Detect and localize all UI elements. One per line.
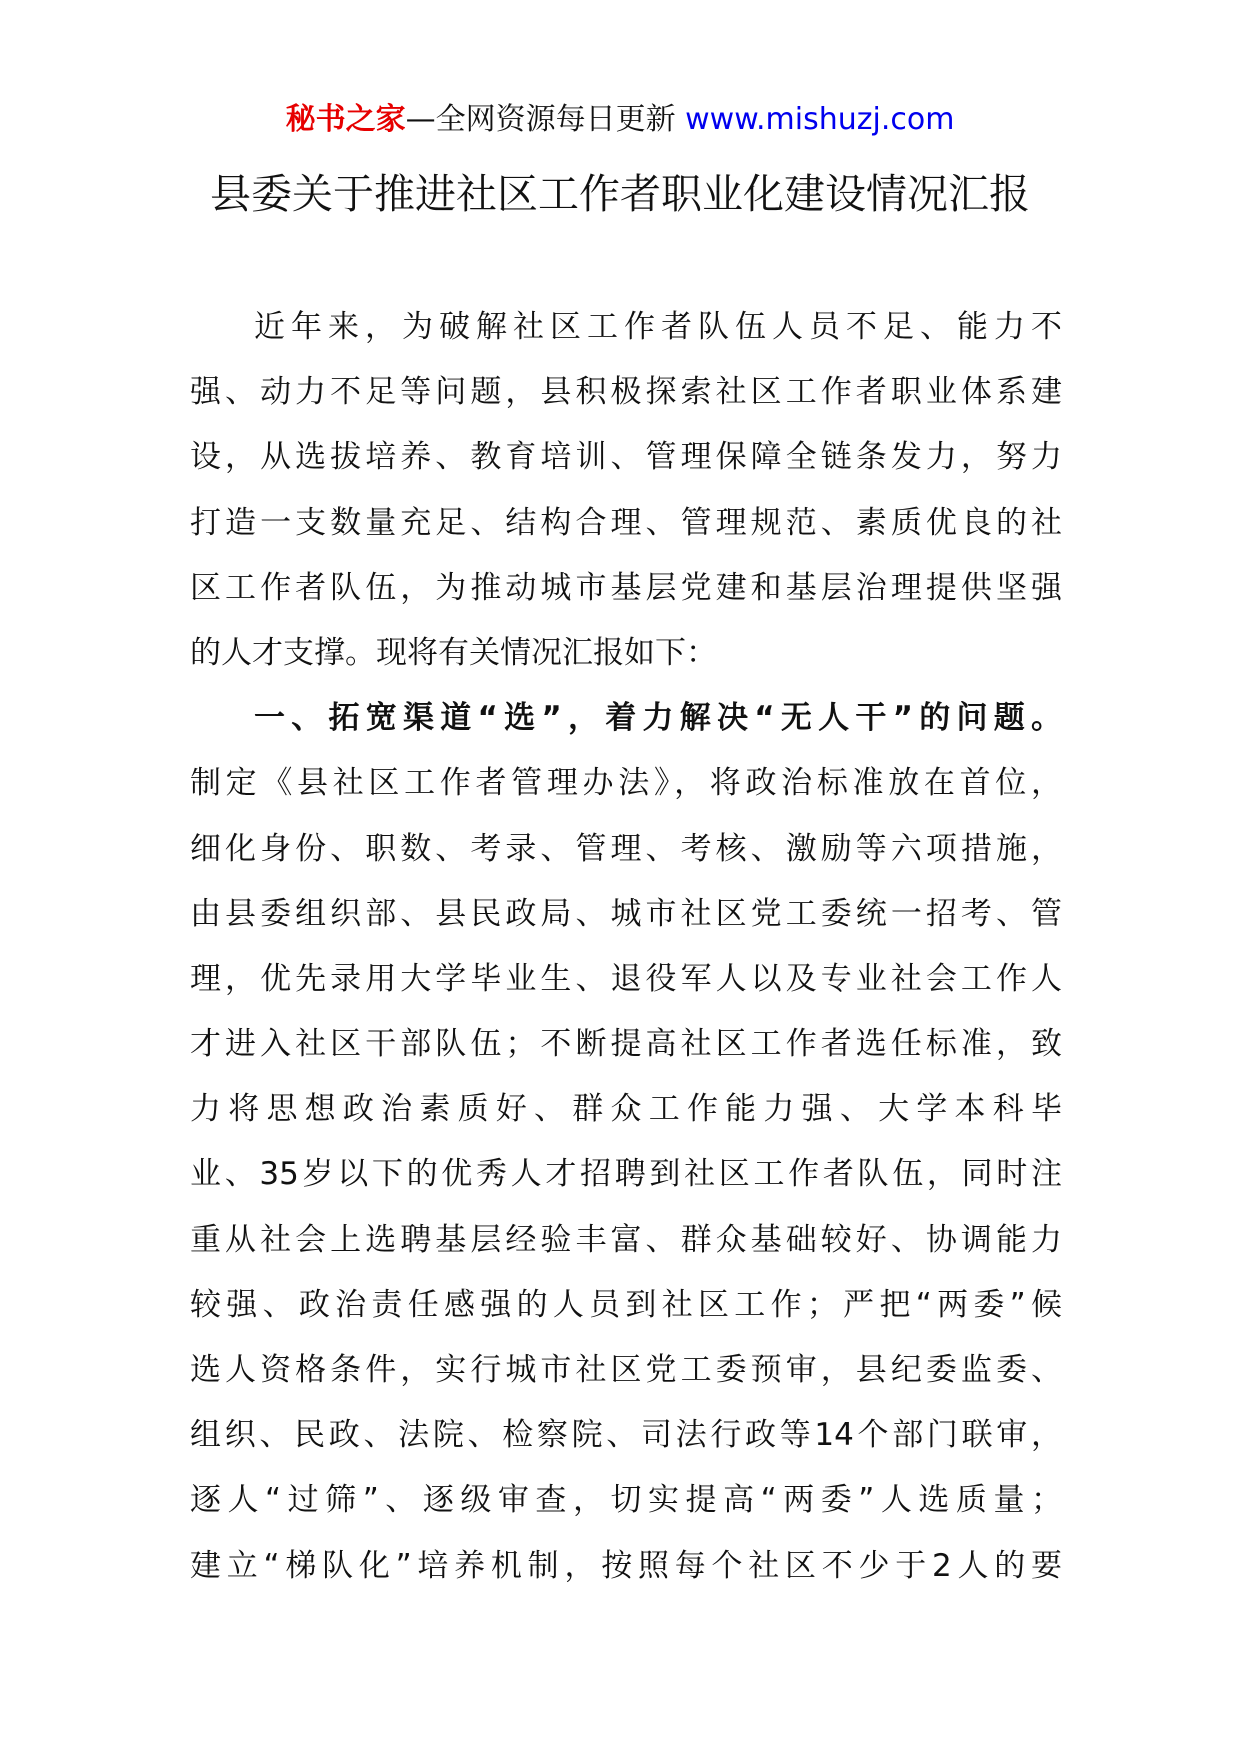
paragraph-line: 打造一支数量充足、结构合理、管理规范、素质优良的社 — [190, 504, 1062, 541]
paragraph-line: 细化身份、职数、考录、管理、考核、激励等六项措施， — [190, 830, 1062, 867]
paragraph-line: 由县委组织部、县民政局、城市社区党工委统一招考、管 — [190, 895, 1062, 932]
document-title: 县委关于推进社区工作者职业化建设情况汇报 — [210, 170, 1030, 218]
paragraph-line: 力将思想政治素质好、群众工作能力强、大学本科毕 — [190, 1091, 1062, 1128]
paragraph-line: 业、35岁以下的优秀人才招聘到社区工作者队伍，同时注 — [190, 1156, 1062, 1193]
document-body — [190, 295, 1062, 1599]
section-heading: 一、拓宽渠道“选”，着力解决“无人干”的问题。 — [254, 700, 1062, 737]
paragraph-line: 制定《县社区工作者管理办法》，将政治标准放在首位， — [190, 765, 1062, 802]
paragraph-line: 区工作者队伍，为推动城市基层党建和基层治理提供坚强 — [190, 569, 1062, 606]
watermark-header — [0, 100, 1240, 140]
brand-name: 秘书之家 — [285, 102, 406, 137]
paragraph-line: 较强、政治责任感强的人员到社区工作；严把“两委”候 — [190, 1286, 1062, 1323]
paragraph-line: 强、动力不足等问题，县积极探索社区工作者职业体系建 — [190, 374, 1062, 411]
paragraph-line: 建立“梯队化”培养机制，按照每个社区不少于2人的要 — [190, 1547, 1062, 1584]
paragraph-line: 逐人“过筛”、逐级审查，切实提高“两委”人选质量； — [190, 1482, 1062, 1519]
paragraph-line: 设，从选拔培养、教育培训、管理保障全链条发力，努力 — [190, 439, 1062, 476]
paragraph-line: 重从社会上选聘基层经验丰富、群众基础较好、协调能力 — [190, 1221, 1062, 1258]
paragraph-line: 选人资格条件，实行城市社区党工委预审，县纪委监委、 — [190, 1352, 1062, 1388]
paragraph-line: 才进入社区干部队伍；不断提高社区工作者选任标准，致 — [190, 1026, 1062, 1063]
paragraph-line: 近年来，为破解社区工作者队伍人员不足、能力不 — [254, 309, 1062, 345]
paragraph-line: 理，优先录用大学毕业生、退役军人以及专业社会工作人 — [190, 960, 1062, 997]
header-url-link[interactable]: www.mishuzj.com — [685, 102, 955, 137]
paragraph-line: 的人才支撑。现将有关情况汇报如下： — [190, 634, 717, 671]
header-tagline: —全网资源每日更新 — [405, 102, 676, 137]
paragraph-line: 组织、民政、法院、检察院、司法行政等14个部门联审， — [190, 1417, 1062, 1454]
